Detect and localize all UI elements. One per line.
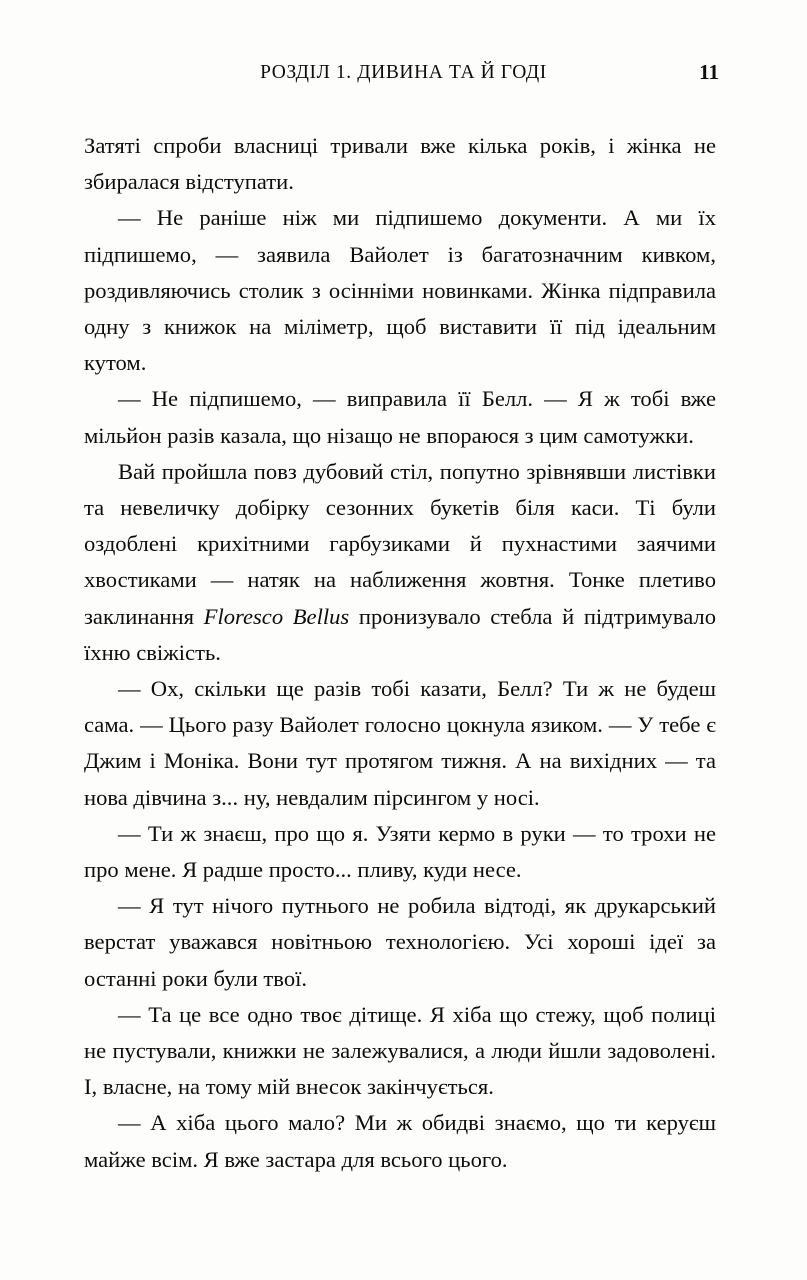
paragraph-with-spell bbox=[84, 454, 716, 671]
spell-name: Floresco Bellus bbox=[203, 603, 350, 629]
body-text bbox=[84, 128, 716, 1178]
paragraph: — Не підпишемо, — виправила її Белл. — Я ж тобі вже мільйон разів казала, що нізащо не впораюся з цим самотужки. bbox=[84, 386, 716, 448]
paragraph: — А хіба цього мало? Ми ж обидві знаємо, що ти керуєш майже всім. Я вже застара для всього цього. bbox=[84, 1110, 716, 1172]
chapter-title: РОЗДІЛ 1. ДИВИНА ТА Й ГОДІ bbox=[260, 62, 547, 83]
paragraph: Затяті спроби власниці тривали вже кілька років, і жінка не збиралася відступати. bbox=[84, 133, 716, 195]
page-number: 11 bbox=[699, 60, 719, 84]
paragraph: — Та це все одно твоє дітище. Я хіба що стежу, щоб полиці не пустували, книжки не залежувалися, а люди йшли задоволені. І, власне, на тому мій внесок закінчується. bbox=[84, 1001, 716, 1100]
paragraph: — Ти ж знаєш, про що я. Узяти кермо в руки — то трохи не про мене. Я радше просто... пливу, куди несе. bbox=[84, 820, 716, 883]
paragraph: — Я тут нічого путнього не робила відтоді, як друкарський верстат уважався новітньою технологією. Усі хороші ідеї за останні роки були твої. bbox=[84, 893, 716, 991]
paragraph-text-after-spell: пронизувало стебла й підтримувало їхню свіжість. bbox=[84, 603, 716, 665]
running-head bbox=[84, 62, 723, 88]
paragraph: — Ох, скільки ще разів тобі казати, Белл? Ти ж не будеш сама. — Цього разу Вайолет голосно цокнула язиком. — У тебе є Джим і Моніка. Вони тут протягом тижня. А на вихідних — та нова дівчина з... ну, невдалим пірсингом у носі. bbox=[84, 676, 716, 810]
paragraph-text-before-spell: Вай пройшла повз дубовий стіл, попутно зрівнявши листівки та невеличку добірку сезонних букетів біля каси. Ті були оздоблені крихітними гарбузиками й пухнастими заячими хвостиками — натяк на наближення жовтня. Тонке плетиво заклинання bbox=[84, 458, 716, 629]
paragraph: — Не раніше ніж ми підпишемо документи. А ми їх підпишемо, — заявила Вайолет із багатозначним кивком, роздивляючись столик з осінніми новинками. Жінка підправила одну з книжок на міліметр, щоб виставити її під ідеальним кутом. bbox=[84, 205, 716, 376]
